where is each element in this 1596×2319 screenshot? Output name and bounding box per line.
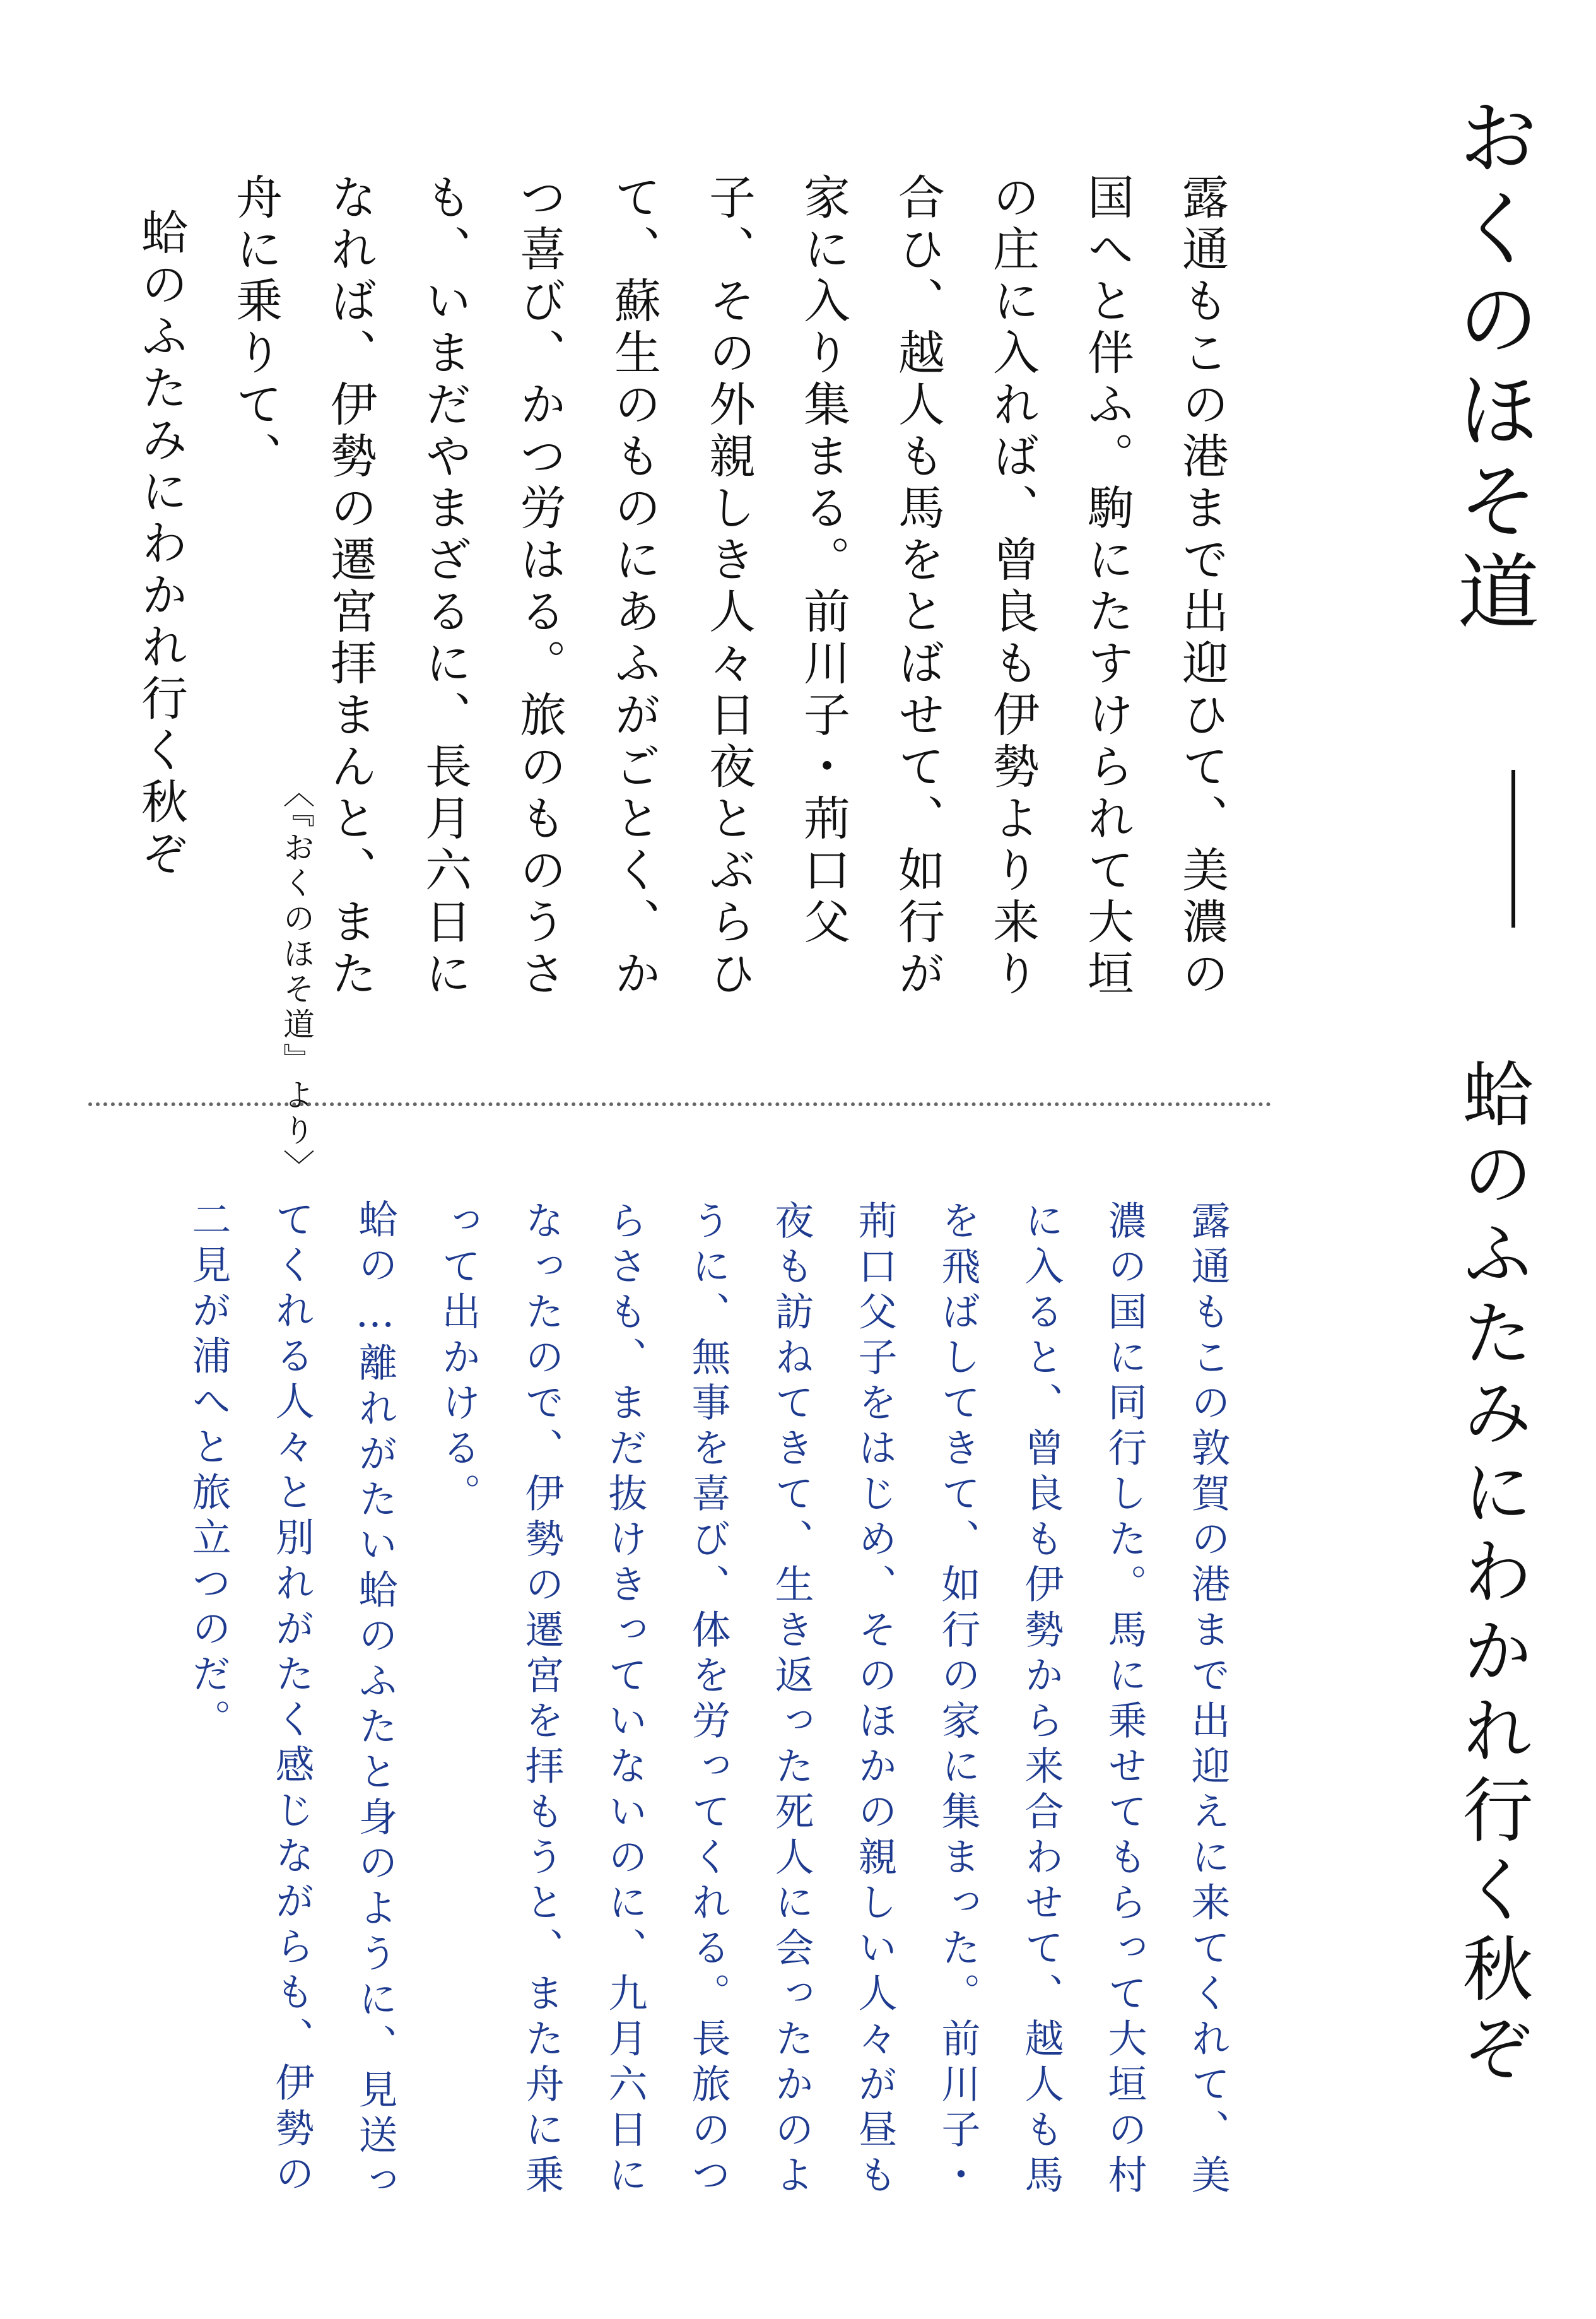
original-haiku: 蛤のふたみにわかれ行く秋ぞ bbox=[134, 208, 188, 881]
source-citation: 〈『おくのほそ道』より〉 bbox=[278, 776, 315, 1184]
section-divider bbox=[88, 1102, 1271, 1106]
translation-block bbox=[135, 1161, 1249, 2234]
title-dash bbox=[1511, 770, 1515, 928]
title-sub: 蛤のふたみにわかれ行く秋ぞ bbox=[1451, 1058, 1533, 2091]
title-main: おくのほそ道 bbox=[1444, 95, 1540, 640]
translation-haiku-note: 蛤の…離れがたい蛤のふたと身のように、見送ってくれる人々と別れがたく感じながらも、伊勢の二見が浦へと旅立つのだ。 bbox=[185, 1199, 398, 2205]
page-title bbox=[1445, 95, 1539, 2091]
original-text-block bbox=[76, 126, 1249, 1035]
original-paragraph: 露通もこの港まで出迎ひて、美濃の国へと伴ふ。駒にたすけられて大垣の庄に入れば、曾良も伊勢より来り合ひ、越人も馬をとばせて、如行が家に入り集まる。前川子・荊口父子、その外親しき人々日夜とぶらひて、蘇生のものにあふがごとく、かつ喜び、かつ労はる。旅のものうさも、いまだやまざるに、長月六日になれば、伊勢の遷宮拝まんと、また舟に乗りて、 bbox=[228, 173, 1229, 1001]
translation-paragraph: 露通もこの敦賀の港まで出迎えに来てくれて、美濃の国に同行した。馬に乗せてもらって大垣の村に入ると、曾良も伊勢から来合わせて、越人も馬を飛ばしてきて、如行の家に集まった。前川子・荊口父子をはじめ、そのほかの親しい人々が昼も夜も訪ねてきて、生き返った死人に会ったかのように、無事を喜び、体を労ってくれる。長旅のつらさも、まだ抜けきっていないのに、九月六日になったので、伊勢の遷宮を拝もうと、また舟に乗って出かける。 bbox=[435, 1200, 1231, 2200]
